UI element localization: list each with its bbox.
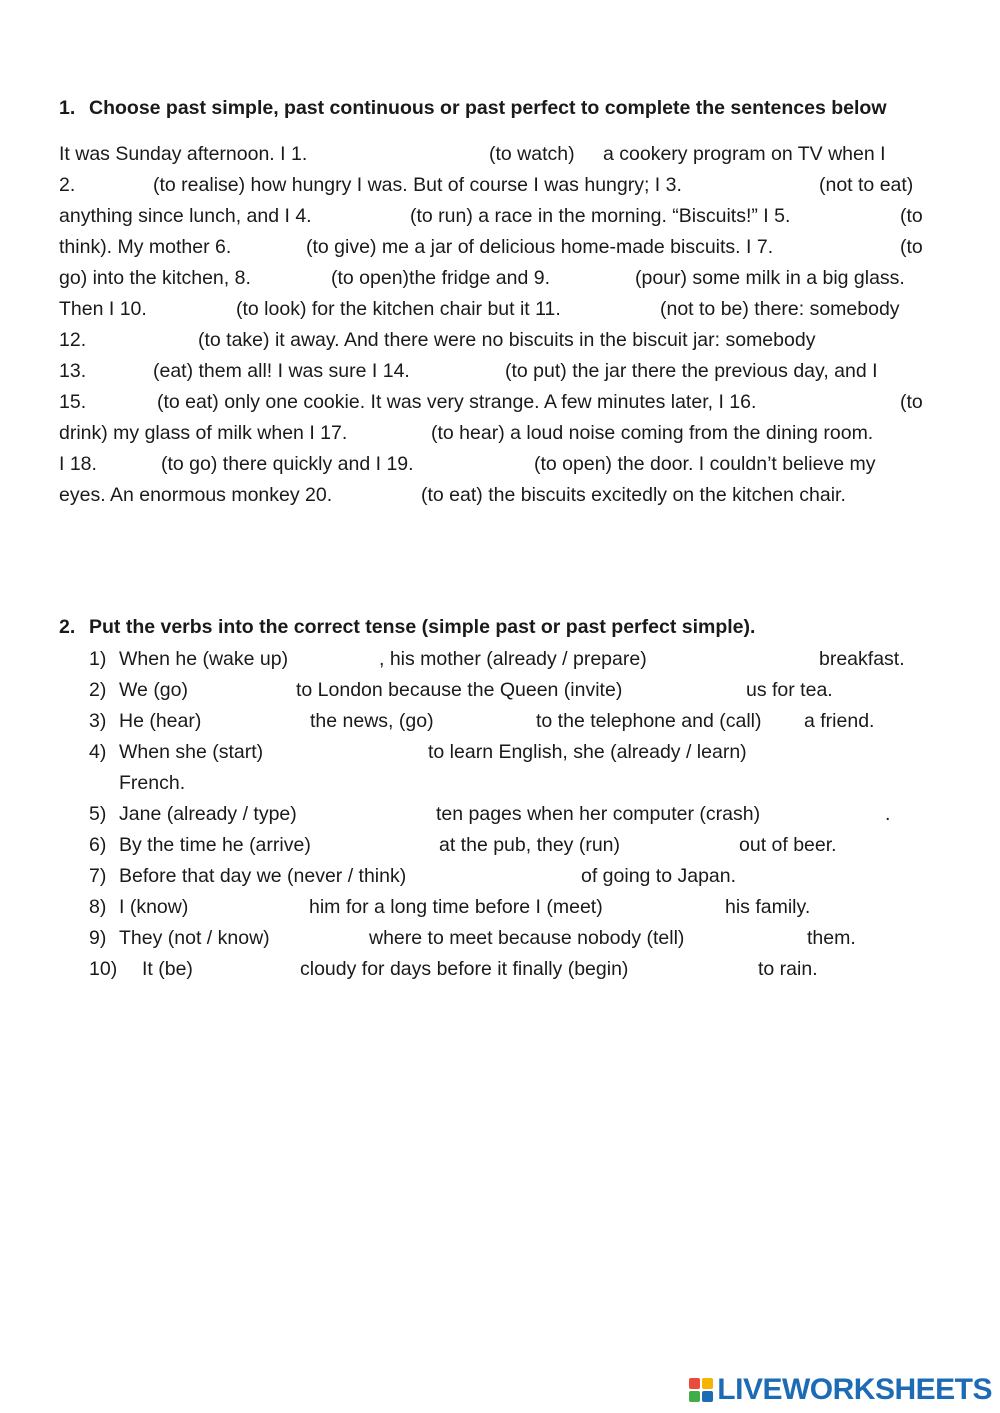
section-1-number: 1. [59,97,76,119]
list-item-text: 1) [89,648,107,670]
paragraph-text: a cookery program on TV when I [603,143,886,165]
paragraph-text: (eat) them all! I was sure I 14. [153,360,410,382]
paragraph-text: 2. [59,174,76,196]
paragraph-text: 13. [59,360,87,382]
paragraph-line [59,170,927,201]
list-item [89,892,949,923]
paragraph-text: go) into the kitchen, 8. [59,267,251,289]
list-item-text: to learn English, she (already / learn) [428,741,747,763]
paragraph-line [59,263,927,294]
paragraph-text: (to [900,205,923,227]
section-2-heading [59,616,755,639]
list-item-text: of going to Japan. [581,865,737,887]
paragraph-line [59,201,927,232]
list-item [89,799,949,830]
list-item-text: 10) [89,958,118,980]
list-item-text: to rain. [758,958,818,980]
list-item-text: French. [119,772,186,794]
section-1-title: Choose past simple, past continuous or past perfect to complete the sentences below [89,97,887,119]
logo-text: LIVEWORKSHEETS [717,1373,992,1406]
paragraph-text: (to eat) the biscuits excitedly on the kitchen chair. [421,484,846,506]
paragraph-text: (to open) the door. I couldn’t believe my [534,453,876,475]
list-item-text: where to meet because nobody (tell) [369,927,685,949]
paragraph-text: think). My mother 6. [59,236,232,258]
list-item-text: , his mother (already / prepare) [379,648,647,670]
list-item [89,644,949,675]
paragraph-text: (to put) the jar there the previous day, and I [505,360,878,382]
section-1-heading [59,97,887,120]
list-item [89,737,949,768]
list-item-text: them. [807,927,856,949]
paragraph-text: (to open)the fridge and 9. [331,267,550,289]
list-item-text: 7) [89,865,107,887]
list-item-text: at the pub, they (run) [439,834,621,856]
list-item-text: breakfast. [819,648,905,670]
paragraph-text: (to watch) [489,143,575,165]
list-item-text: They (not / know) [119,927,270,949]
list-item-text: 6) [89,834,107,856]
list-item [89,861,949,892]
list-item-text: a friend. [804,710,875,732]
paragraph-text: (to give) me a jar of delicious home-made biscuits. I 7. [306,236,774,258]
paragraph-text: 12. [59,329,87,351]
paragraph-text: (not to eat) [819,174,914,196]
paragraph-text: (to look) for the kitchen chair but it 11. [236,298,561,320]
paragraph-line [59,325,927,356]
paragraph-line [59,387,927,418]
list-item [89,768,949,799]
paragraph-line [59,418,927,449]
paragraph-text: anything since lunch, and I 4. [59,205,312,227]
list-item-text: When he (wake up) [119,648,289,670]
paragraph-text: (to eat) only one cookie. It was very strange. A few minutes later, I 16. [157,391,757,413]
list-item-text: out of beer. [739,834,837,856]
paragraph-text: I 18. [59,453,97,475]
list-item-text: . [885,803,891,825]
list-item-text: us for tea. [746,679,833,701]
list-item-text: ten pages when her computer (crash) [436,803,761,825]
paragraph-line [59,449,927,480]
list-item [89,675,949,706]
paragraph-text: (to [900,236,923,258]
paragraph-text: Then I 10. [59,298,147,320]
paragraph-text: (to hear) a loud noise coming from the dining room. [431,422,874,444]
list-item-text: cloudy for days before it finally (begin) [300,958,629,980]
list-item-text: It (be) [142,958,193,980]
list-item-text: 5) [89,803,107,825]
list-item-text: his family. [725,896,811,918]
list-item-text: 9) [89,927,107,949]
list-item-text: to London because the Queen (invite) [296,679,623,701]
liveworksheets-logo [689,1373,992,1407]
paragraph-line [59,139,927,170]
paragraph-line [59,232,927,263]
list-item [89,954,949,985]
paragraph-line [59,356,927,387]
section-2-number: 2. [59,616,76,638]
list-item-text: 8) [89,896,107,918]
paragraph-line [59,294,927,325]
section-2-title: Put the verbs into the correct tense (simple past or past perfect simple). [89,616,756,638]
list-item-text: him for a long time before I (meet) [309,896,603,918]
paragraph-text: drink) my glass of milk when I 17. [59,422,348,444]
list-item-text: I (know) [119,896,189,918]
paragraph-text: (to run) a race in the morning. “Biscuits!” I 5. [410,205,791,227]
list-item-text: 3) [89,710,107,732]
list-item [89,706,949,737]
logo-blocks-icon [689,1378,713,1402]
paragraph-text: It was Sunday afternoon. I 1. [59,143,308,165]
paragraph-text: (to go) there quickly and I 19. [161,453,414,475]
list-item-text: When she (start) [119,741,264,763]
list-item-text: We (go) [119,679,188,701]
paragraph-text: 15. [59,391,87,413]
list-item [89,923,949,954]
paragraph-text: (to [900,391,923,413]
paragraph-text: (to realise) how hungry I was. But of course I was hungry; I 3. [153,174,682,196]
paragraph-text: (to take) it away. And there were no biscuits in the biscuit jar: somebody [198,329,816,351]
list-item-text: By the time he (arrive) [119,834,311,856]
list-item-text: 2) [89,679,107,701]
list-item-text: to the telephone and (call) [536,710,762,732]
paragraph-text: (pour) some milk in a big glass. [635,267,905,289]
list-item-text: the news, (go) [310,710,434,732]
paragraph-text: (not to be) there: somebody [660,298,900,320]
paragraph-text: eyes. An enormous monkey 20. [59,484,333,506]
list-item-text: Jane (already / type) [119,803,297,825]
list-item [89,830,949,861]
paragraph-line [59,480,927,511]
list-item-text: He (hear) [119,710,202,732]
list-item-text: Before that day we (never / think) [119,865,407,887]
list-item-text: 4) [89,741,107,763]
